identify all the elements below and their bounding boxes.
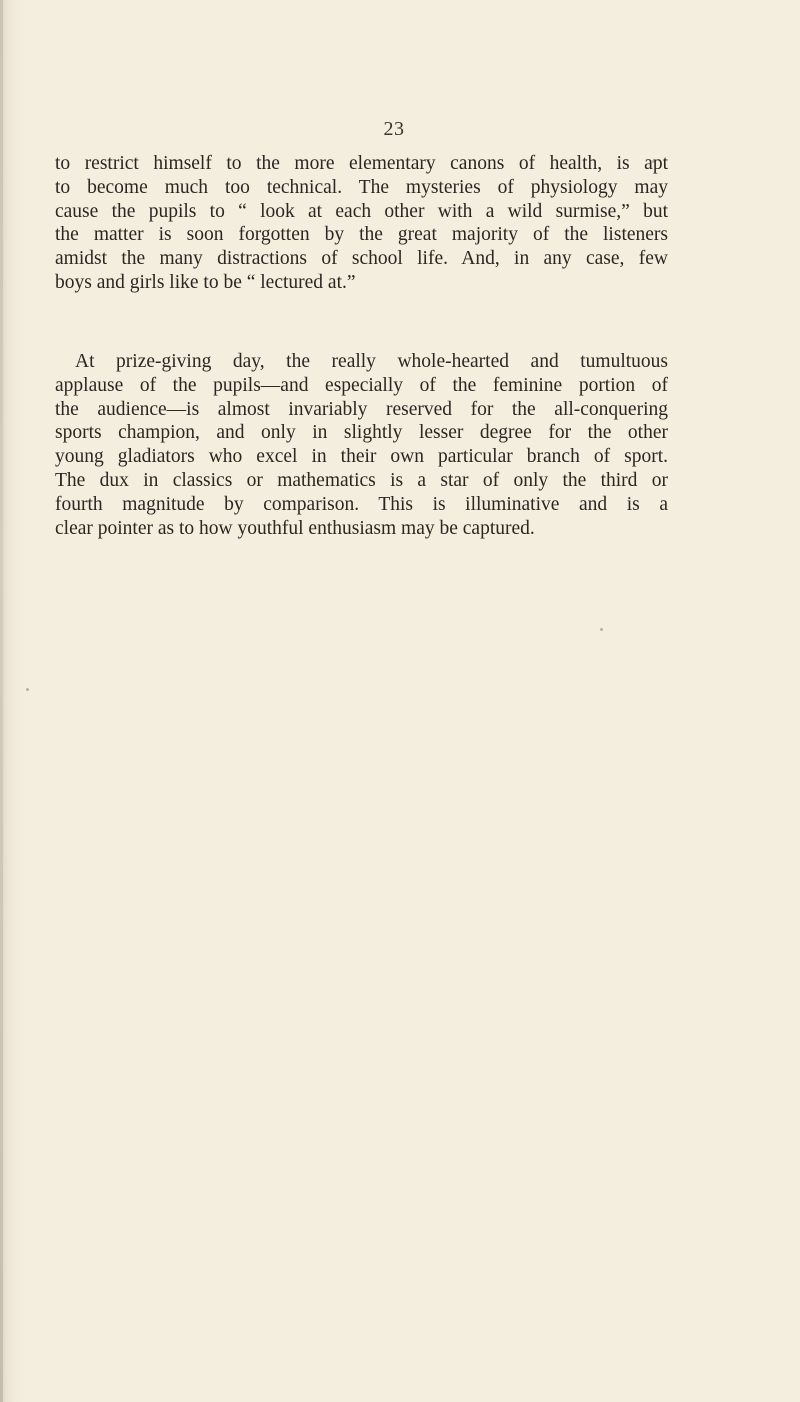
- text-line: applause of the pupils—and especially of the feminine portion of: [55, 374, 668, 396]
- text-line: At prize-giving day, the really whole-hearted and tumultuous: [75, 351, 668, 372]
- text-line: cause the pupils to “ look at each other with a wild surmise,” but: [55, 200, 668, 222]
- text-line: to become much too technical. The mysteries of physiology may: [55, 176, 668, 198]
- text-line: boys and girls like to be “ lectured at.”: [55, 271, 356, 293]
- text-line: fourth magnitude by comparison. This is illuminative and is a: [55, 493, 668, 515]
- text-line: the audience—is almost invariably reserved for the all-conquering: [55, 398, 668, 420]
- page-number: 23: [383, 118, 405, 140]
- paper-speck: [26, 688, 29, 691]
- text-line: the matter is soon forgotten by the great majority of the listeners: [55, 224, 668, 246]
- page-gutter-shadow: [0, 0, 3, 1402]
- paper-speck: [600, 628, 603, 631]
- text-line: young gladiators who excel in their own particular branch of sport.: [55, 446, 668, 468]
- text-line: to restrict himself to the more elementary canons of health, is apt: [55, 153, 668, 174]
- paragraph-2: [55, 350, 668, 540]
- text-line: The dux in classics or mathematics is a star of only the third or: [55, 469, 668, 491]
- text-line: clear pointer as to how youthful enthusiasm may be captured.: [55, 517, 535, 539]
- text-line: amidst the many distractions of school life. And, in any case, few: [55, 248, 668, 270]
- paragraph-1: [55, 152, 668, 295]
- text-line: sports champion, and only in slightly lesser degree for the other: [55, 422, 668, 444]
